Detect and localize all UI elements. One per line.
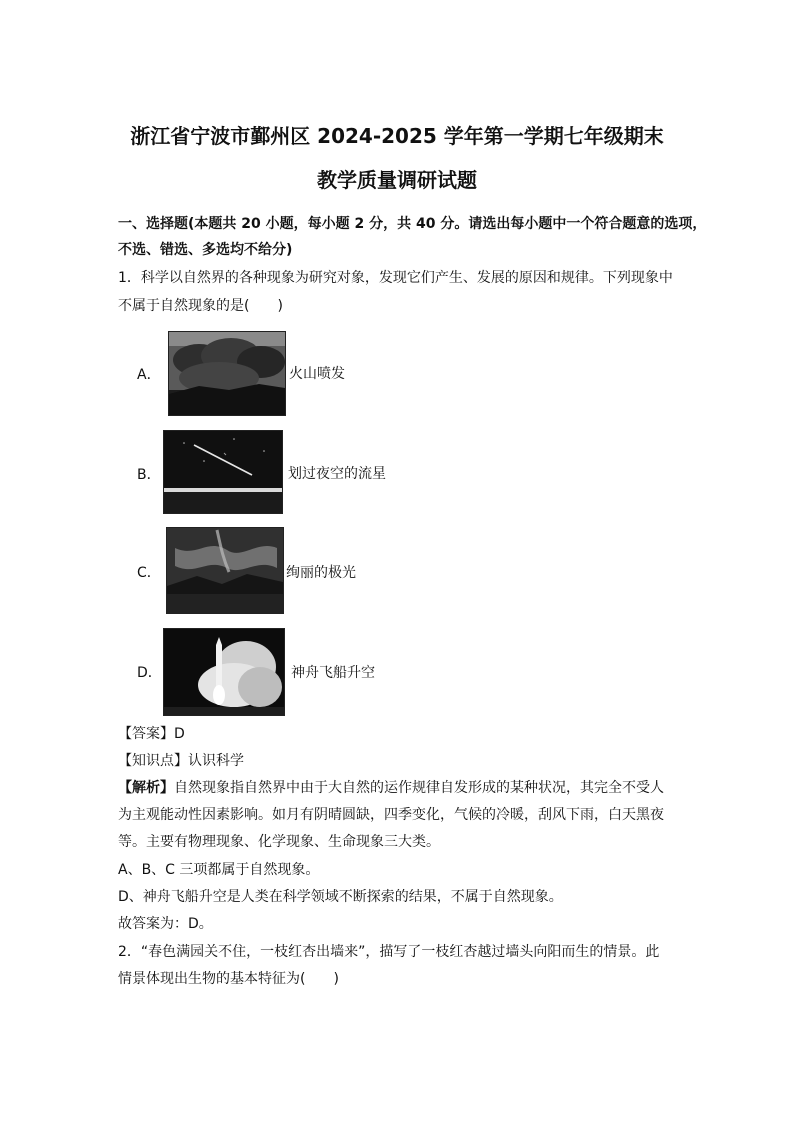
aurora-image — [166, 527, 284, 614]
option-d-label: D． — [137, 665, 162, 681]
question-1-analysis-line4: A、B、C 三项都属于自然现象。 — [118, 862, 320, 878]
option-d-caption: 神舟飞船升空 — [291, 665, 375, 681]
analysis-text-1: 自然现象指自然界中由于大自然的运作规律自发形成的某种状况，其完全不受人 — [174, 780, 664, 796]
option-c-caption: 绚丽的极光 — [286, 565, 356, 581]
option-a-caption: 火山喷发 — [289, 366, 345, 382]
exam-title-line1: 浙江省宁波市鄞州区 2024-2025 学年第一学期七年级期末 — [130, 124, 664, 148]
option-b-caption: 划过夜空的流星 — [288, 466, 386, 482]
exam-title-line2: 教学质量调研试题 — [317, 168, 477, 192]
volcano-eruption-image — [168, 331, 286, 416]
option-c-label: C． — [137, 565, 161, 581]
question-1-stem-line1: 1．科学以自然界的各种现象为研究对象，发现它们产生、发展的原因和规律。下列现象中 — [118, 270, 673, 286]
shenzhou-launch-image — [163, 628, 285, 716]
option-b-label: B． — [137, 467, 161, 483]
question-1-stem-line2: 不属于自然现象的是( ) — [118, 298, 283, 314]
question-1-analysis-line3: 等。主要有物理现象、化学现象、生命现象三大类。 — [118, 834, 440, 850]
question-1-conclusion: 故答案为：D。 — [118, 916, 213, 932]
question-1-analysis-line5: D、神舟飞船升空是人类在科学领域不断探索的结果，不属于自然现象。 — [118, 889, 563, 905]
question-1-analysis-line2: 为主观能动性因素影响。如月有阴晴圆缺，四季变化，气候的冷暖，刮风下雨，白天黑夜 — [118, 807, 664, 823]
question-1-knowledge-point: 【知识点】认识科学 — [118, 753, 244, 769]
question-2-stem-line1: 2．“春色满园关不住，一枝红杏出墙来”，描写了一枝红杏越过墙头向阳而生的情景。此 — [118, 944, 660, 960]
section-heading-line1: 一、选择题(本题共 20 小题，每小题 2 分，共 40 分。请选出每小题中一个符合题意的选项， — [118, 216, 707, 232]
question-2-stem-line2: 情景体现出生物的基本特征为( ) — [118, 971, 339, 987]
option-a-label: A． — [137, 367, 161, 383]
section-heading-line2: 不选、错选、多选均不给分) — [118, 242, 293, 258]
analysis-tag: 【解析】 — [118, 780, 174, 796]
question-1-answer: 【答案】D — [118, 726, 185, 742]
question-1-analysis-line1 — [118, 778, 664, 798]
meteor-night-sky-image — [163, 430, 283, 514]
